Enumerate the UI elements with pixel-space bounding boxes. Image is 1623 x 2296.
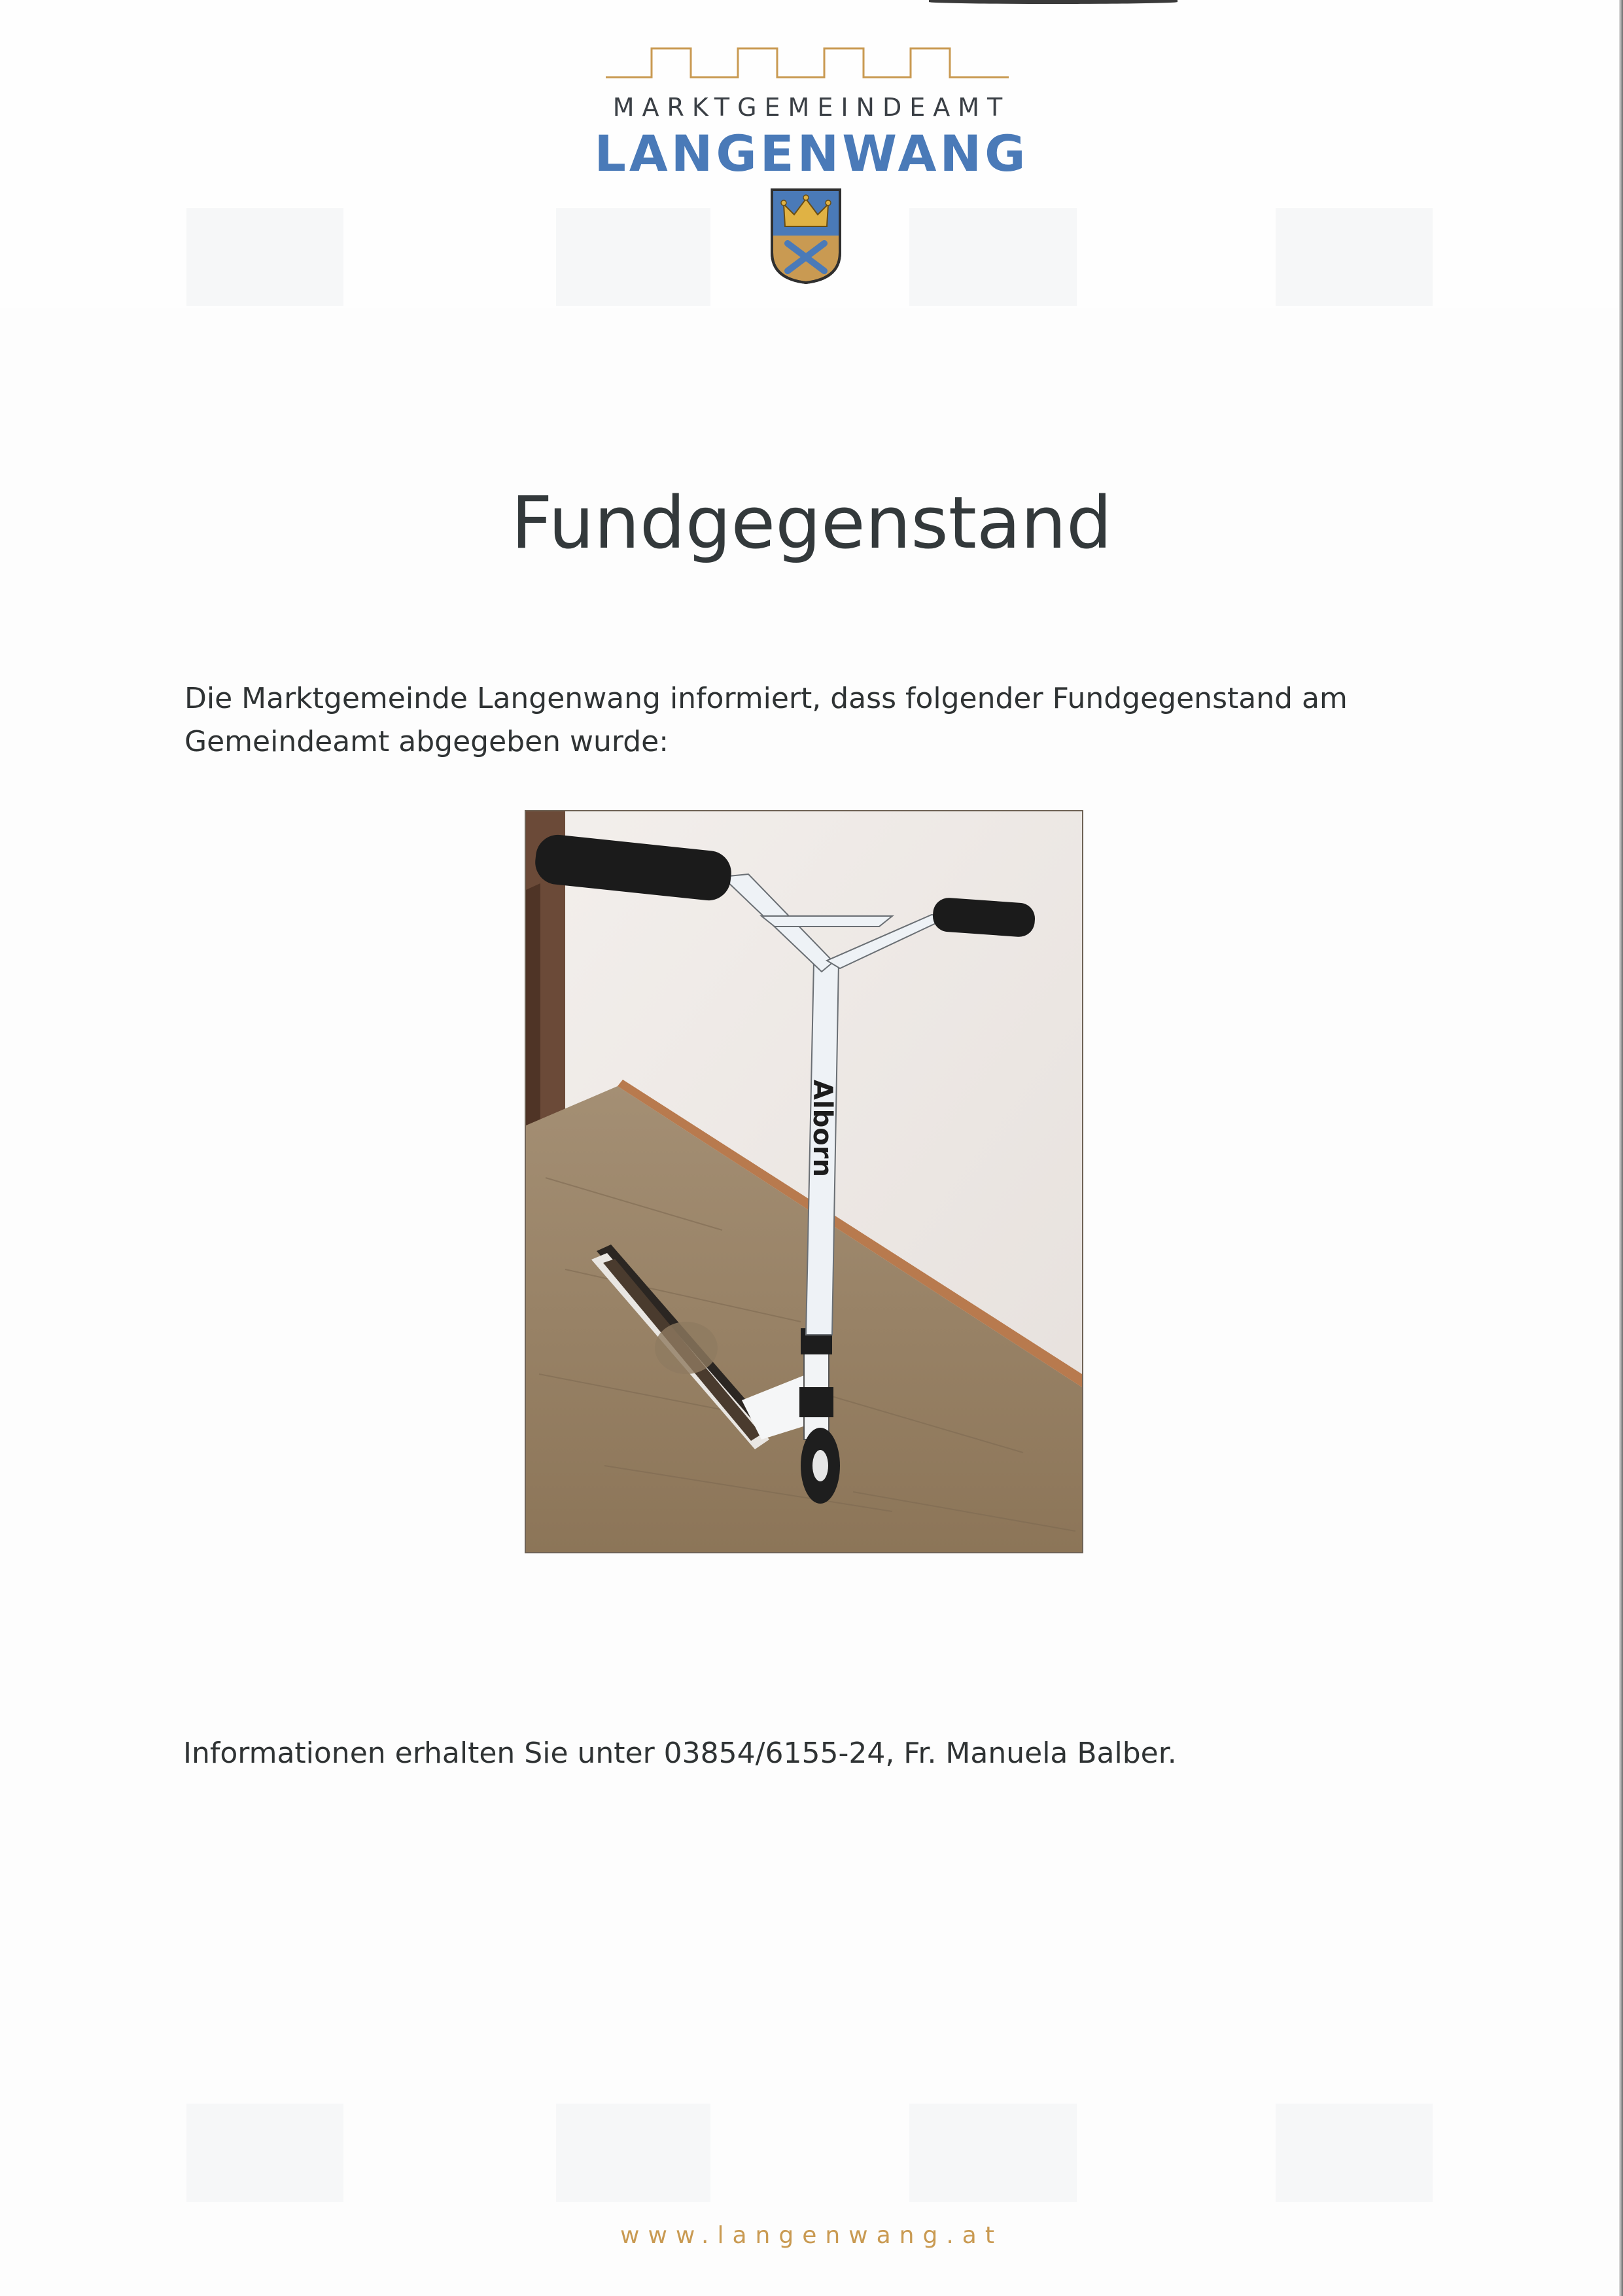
coat-of-arms-icon <box>769 187 843 285</box>
found-item-photo <box>525 810 1083 1553</box>
office-label: MARKTGEMEINDEAMT <box>612 93 1011 122</box>
page-title: Fundgegenstand <box>511 481 1112 565</box>
header-band-block <box>556 208 710 306</box>
footer-band-block <box>909 2104 1077 2202</box>
town-name: LANGENWANG <box>594 124 1029 183</box>
contact-info: Informationen erhalten Sie unter 03854/6155-24, Fr. Manuela Balber. <box>183 1737 1177 1770</box>
footer-band-block <box>186 2104 343 2202</box>
scan-artifact <box>929 0 1178 4</box>
header-band-block <box>186 208 343 306</box>
header-band-block <box>1276 208 1433 306</box>
footer-band-block <box>1276 2104 1433 2202</box>
skyline-logo-icon <box>606 44 1009 81</box>
header-band-block <box>909 208 1077 306</box>
footer-band-block <box>556 2104 710 2202</box>
scan-edge <box>1619 0 1623 2296</box>
website-link[interactable]: www.langenwang.at <box>620 2222 1003 2249</box>
scooter-photo-illustration <box>526 811 1082 1552</box>
scooter-brand-label: Alborn <box>807 1080 837 1177</box>
footer-band <box>0 2104 1623 2208</box>
intro-paragraph: Die Marktgemeinde Langenwang informiert, dass folgender Fundgegenstand am Gemeindeamt abgegeben wurde: <box>184 682 1348 758</box>
